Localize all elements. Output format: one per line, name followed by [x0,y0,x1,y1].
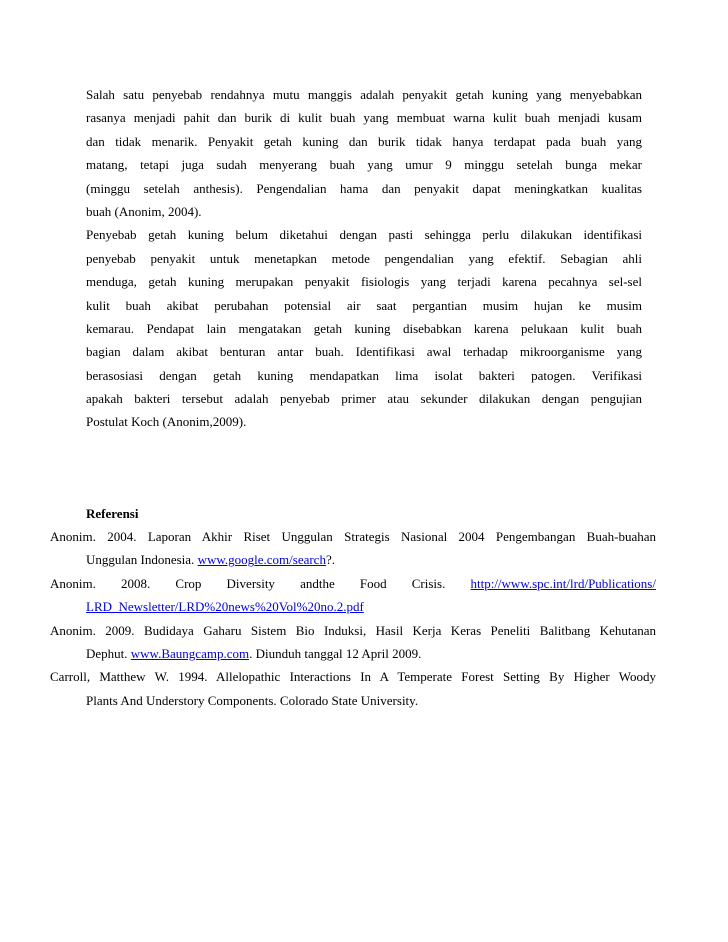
reference-word: Crisis. [411,575,446,591]
paragraph-line: (minggu setelah anthesis). Pengendalian hama dan penyakit dapat meningkatkan kualitas [86,180,642,196]
paragraph-line: Postulat Koch (Anonim,2009). [86,414,247,430]
paragraph-line: Penyebab getah kuning belum diketahui dengan pasti sehingga perlu dilakukan identifikasi [86,227,642,243]
reference-line: Plants And Understory Components. Colorado State University. [86,692,419,708]
paragraph-line: berasosiasi dengan getah kuning mendapatkan lima isolat bakteri patogen. Verifikasi [86,367,642,383]
reference-text: . Diunduh tanggal 12 April 2009. [249,645,422,661]
paragraph-line: Salah satu penyebab rendahnya mutu manggis adalah penyakit getah kuning yang menyebabkan [86,87,642,102]
reference-entry-1 [50,525,656,572]
paragraph-line: kemarau. Pendapat lain mengatakan getah kuning disebabkan karena pelukaan kulit buah [86,320,642,336]
reference-word: Crop [175,575,202,591]
reference-text: ?. [325,552,335,568]
reference-line [50,572,656,595]
reference-line: Anonim. 2009. Budidaya Gaharu Sistem Bio Induksi, Hasil Kerja Keras Peneliti Balitbang Kehutanan [50,622,656,638]
paragraph-line: buah (Anonim, 2004). [86,203,202,219]
reference-line [50,595,656,618]
reference-word: andthe [300,575,335,591]
paragraph-line: matang, tetapi juga sudah menyerang buah yang umur 9 minggu setelah bunga mekar [86,157,642,173]
paragraph-line: dan tidak menarik. Penyakit getah kuning dan burik tidak hanya terdapat pada buah yang [86,133,642,149]
references-section [50,502,656,712]
reference-link[interactable]: LRD_Newsletter/LRD%20news%20Vol%20no.2.pdf [86,599,364,615]
reference-text: Unggulan Indonesia. [86,552,198,568]
paragraph-line: apakah bakteri tersebut adalah penyebab primer atau sekunder dilakukan dengan pengujian [86,391,642,407]
reference-word: Diversity [226,575,275,591]
paragraph-line: bagian dalam akibat benturan antar buah. Identifikasi awal terhadap mikroorganisme yang [86,344,642,360]
paragraph-line: kulit buah akibat perubahan potensial air saat pergantian musim hujan ke musim [86,297,642,313]
paragraph-line: rasanya menjadi pahit dan burik di kulit buah yang membuat warna kulit buah menjadi kusam [86,110,642,126]
reference-word: Food [359,575,387,591]
paragraph-1 [86,83,642,223]
reference-line: Carroll, Matthew W. 1994. Allelopathic Interactions In A Temperate Forest Setting By Higher Woody [50,669,656,685]
reference-entry-3 [50,619,656,666]
reference-entry-4 [50,665,656,712]
reference-line [50,548,656,571]
reference-link[interactable]: www.Baungcamp.com [130,645,250,661]
reference-line [50,642,656,665]
references-heading: Referensi [86,506,139,521]
body-text [86,83,642,434]
reference-text: Dephut. [86,645,131,661]
reference-link[interactable]: http://www.spc.int/lrd/Publications/ [470,575,656,591]
paragraph-2 [86,223,642,434]
paragraph-line: menduga, getah kuning merupakan penyakit fisiologis yang terjadi karena pecahnya sel-sel [86,274,642,290]
reference-entry-2 [50,572,656,619]
reference-word: Anonim. [50,575,96,591]
reference-line: Anonim. 2004. Laporan Akhir Riset Unggulan Strategis Nasional 2004 Pengembangan Buah-buahan [50,529,656,544]
reference-word: 2008. [121,575,151,591]
paragraph-line: penyebab penyakit untuk menetapkan metode pengendalian yang efektif. Sebagian ahli [86,250,642,266]
reference-link[interactable]: www.google.com/search [197,552,326,568]
